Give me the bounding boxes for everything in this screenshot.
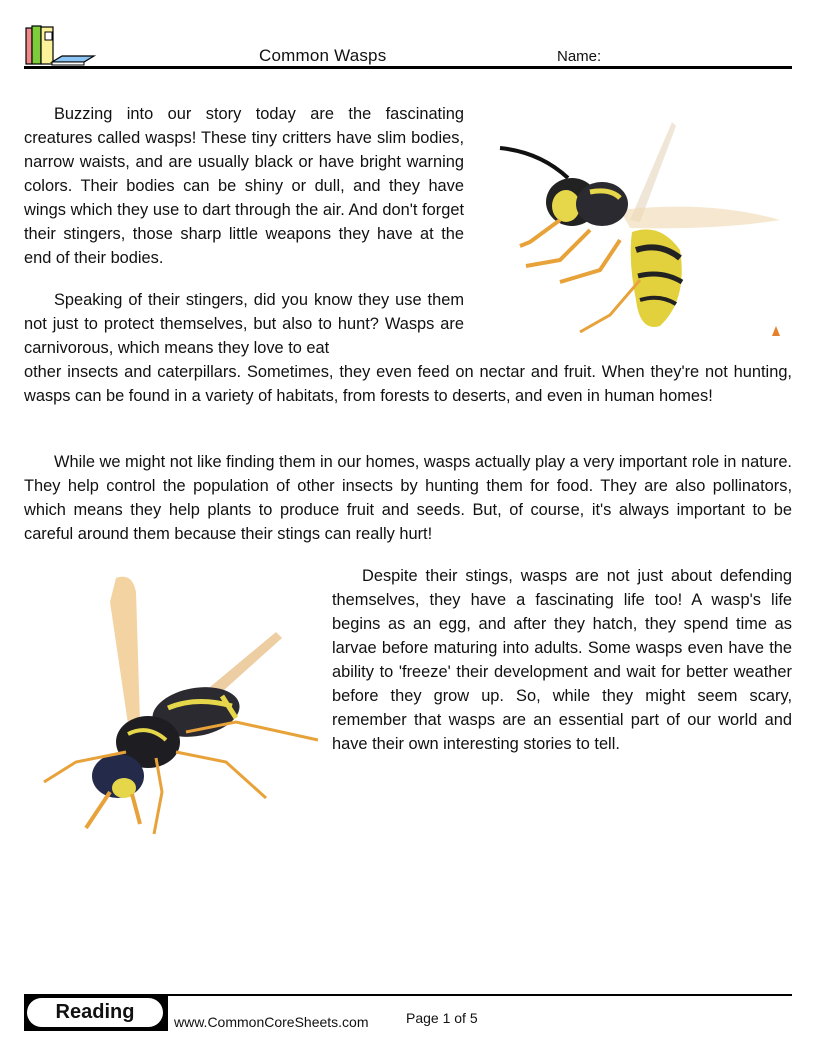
paragraph-4-text: Despite their stings, wasps are not just about defending themselves, they have a fascinating life too! A wasp's life begins as an egg, and after they hatch, they spend time as larvae before maturing into adults. Some wasps even have the ability to 'freeze' their development and wait for better weather before they grow up. So, while they might seem scary, remember that wasps are an essential part of our world and have their own interesting stories to tell. [332, 567, 792, 753]
reading-badge [24, 995, 168, 1031]
books-logo-icon [24, 24, 102, 68]
reading-badge-label: Reading [27, 998, 163, 1027]
flying-wasp-image [490, 110, 790, 340]
site-link[interactable]: www.CommonCoreSheets.com [174, 1014, 369, 1030]
paragraph-2-top [24, 288, 464, 360]
worksheet-footer [24, 994, 792, 1034]
paragraph-4 [332, 564, 792, 756]
paragraph-2-top-text: Speaking of their stingers, did you know they use them not just to protect themselves, but also to hunt? Wasps are carnivorous, which means they love to eat [24, 291, 464, 357]
paragraph-3 [24, 450, 792, 546]
paragraph-2-rest: other insects and caterpillars. Sometimes, they even feed on nectar and fruit. When they're not hunting, wasps can be found in a variety of habitats, from forests to deserts, and even in human homes! [24, 363, 792, 405]
header-divider [24, 66, 792, 69]
paragraph-1-text: Buzzing into our story today are the fascinating creatures called wasps! These tiny critters have slim bodies, narrow waists, and are usually black or have bright warning colors. Their bodies can be shiny or dull, and they have wings which they use to dart through the air. And don't forget their stingers, those sharp little weapons they have at the end of their bodies. [24, 105, 464, 267]
name-label: Name: [557, 48, 602, 65]
paragraph-3-text: While we might not like finding them in our homes, wasps actually play a very important role in nature. They help control the population of other insects by hunting them for food. They are also pollinators, which means they help plants to produce fruit and seeds. But, of course, it's always important to be careful around them because their stings can really hurt! [24, 453, 792, 543]
paper-wasp-image [36, 572, 326, 842]
paragraph-1 [24, 102, 464, 270]
worksheet-title: Common Wasps [259, 46, 387, 65]
page-number: Page 1 of 5 [406, 1010, 478, 1026]
worksheet-header [24, 22, 792, 70]
